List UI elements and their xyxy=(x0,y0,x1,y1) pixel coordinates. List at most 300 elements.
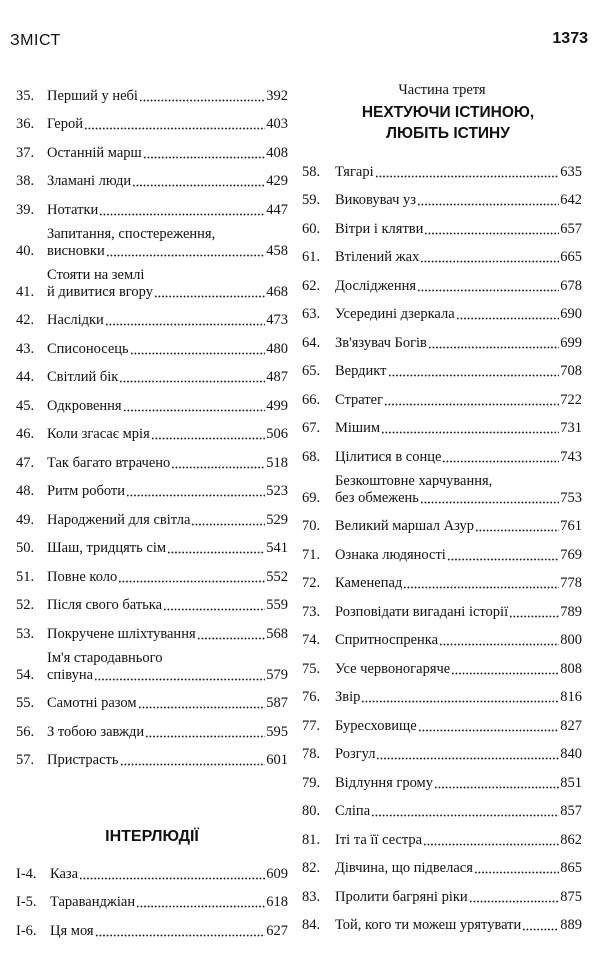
chapter-title-lastline xyxy=(335,518,582,535)
chapter-title: Нотатки xyxy=(47,201,99,218)
chapter-title-lastline xyxy=(335,604,582,621)
chapter-title-block xyxy=(47,398,288,415)
chapter-title: Виковувач уз xyxy=(335,192,416,208)
toc-entry xyxy=(302,877,582,906)
chapter-title: без обмежень xyxy=(335,489,419,506)
dot-leader xyxy=(456,317,560,320)
chapter-title-block xyxy=(47,145,288,162)
dot-leader xyxy=(130,352,266,355)
chapter-number: 82. xyxy=(302,860,321,876)
chapter-title-block xyxy=(47,341,288,358)
chapter-title-block xyxy=(47,724,288,741)
dot-leader xyxy=(167,551,265,554)
chapter-number: 56. xyxy=(16,723,35,740)
chapter-title-lastline xyxy=(47,202,288,219)
chapter-title-lastline xyxy=(47,145,288,162)
chapter-page: 635 xyxy=(560,163,582,180)
dot-leader xyxy=(371,814,559,817)
chapter-number: 73. xyxy=(302,603,321,620)
toc-entry xyxy=(16,386,288,415)
dot-leader xyxy=(381,431,559,434)
chapter-number: 81. xyxy=(302,831,321,848)
chapter-page: 518 xyxy=(266,454,288,471)
chapter-title-lastline xyxy=(335,192,582,209)
chapter-title-lastline xyxy=(335,335,582,352)
chapter-title-block xyxy=(50,923,288,940)
chapter-title-block xyxy=(335,575,582,592)
toc-entry xyxy=(16,358,288,387)
chapter-number: 80. xyxy=(302,803,321,819)
toc-entry xyxy=(16,76,288,105)
dot-leader xyxy=(118,580,265,583)
chapter-title-block xyxy=(47,512,288,529)
chapter-title-line: Ім'я стародавнього xyxy=(47,649,163,666)
chapter-title-block xyxy=(335,392,582,409)
chapter-page: 722 xyxy=(560,391,582,408)
chapter-title: Списоносець xyxy=(47,340,129,357)
part-title-line: НЕХТУЮЧИ ІСТИНОЮ, xyxy=(361,104,535,121)
toc-entry xyxy=(302,437,582,466)
chapter-page: 568 xyxy=(266,625,288,642)
dot-leader xyxy=(424,232,559,235)
toc-entry xyxy=(302,295,582,324)
chapter-title-block xyxy=(335,718,582,735)
toc-entry xyxy=(302,466,582,507)
chapter-number: 63. xyxy=(302,306,321,322)
chapter-title: Втілений жах xyxy=(335,249,420,265)
toc-entry xyxy=(302,152,582,181)
toc-entry xyxy=(16,586,288,615)
dot-leader xyxy=(171,466,265,469)
chapter-title: Буресховище xyxy=(335,717,417,734)
toc-entry xyxy=(302,592,582,621)
chapter-page: 743 xyxy=(560,448,582,465)
dot-leader xyxy=(191,523,265,526)
dot-leader xyxy=(420,260,559,263)
dot-leader xyxy=(105,323,265,326)
chapter-page: 506 xyxy=(266,426,288,442)
chapter-page: 778 xyxy=(560,575,582,591)
chapter-title-lastline xyxy=(335,917,582,934)
chapter-page: 690 xyxy=(560,306,582,322)
chapter-title-block xyxy=(47,202,288,219)
page-number: 1373 xyxy=(552,30,588,47)
dot-leader xyxy=(417,289,559,292)
chapter-number: 61. xyxy=(302,249,321,265)
chapter-title: Так багато втрачено xyxy=(47,454,171,471)
chapter-page: 468 xyxy=(266,283,288,300)
chapter-title: Герой xyxy=(47,116,83,132)
chapter-title: Шаш, тридцять сім xyxy=(47,540,167,556)
chapter-number: 71. xyxy=(302,546,321,563)
chapter-page: 657 xyxy=(560,220,582,237)
chapter-page: 769 xyxy=(560,546,582,563)
toc-entry xyxy=(16,301,288,330)
chapter-title-lastline xyxy=(47,426,288,443)
dot-leader xyxy=(384,403,559,406)
chapter-title-lastline xyxy=(335,746,582,763)
chapter-title-line: Запитання, спостереження, xyxy=(47,225,216,242)
chapter-title-lastline xyxy=(47,695,288,712)
chapter-title-block xyxy=(47,369,288,386)
chapter-title: Ця моя xyxy=(50,922,94,939)
toc-entry xyxy=(16,684,288,713)
dot-leader xyxy=(99,213,265,216)
chapter-page: 731 xyxy=(560,420,582,436)
chapter-title-lastline xyxy=(50,923,288,940)
chapter-title-lastline xyxy=(335,164,582,181)
chapter-page: 392 xyxy=(266,87,288,104)
chapter-title: Великий маршал Азур xyxy=(335,518,475,534)
chapter-page: 827 xyxy=(560,717,582,734)
dot-leader xyxy=(417,203,559,206)
chapter-title: Самотні разом xyxy=(47,695,137,711)
toc-entry xyxy=(302,535,582,564)
dot-leader xyxy=(145,735,265,738)
chapter-title-lastline xyxy=(335,575,582,592)
chapter-number: 37. xyxy=(16,144,35,161)
toc-entry xyxy=(16,105,288,134)
chapter-title-block xyxy=(335,661,582,678)
chapter-title: Перший у небі xyxy=(47,87,138,104)
chapter-title: Зламані люди xyxy=(47,173,132,189)
chapter-title-block xyxy=(335,164,582,181)
chapter-title-lastline xyxy=(47,369,288,386)
chapter-page: 618 xyxy=(266,894,288,910)
chapter-number: 47. xyxy=(16,454,35,471)
toc-entry xyxy=(302,352,582,381)
toc-entry xyxy=(302,649,582,678)
chapter-number: 40. xyxy=(16,242,35,259)
toc-entry xyxy=(302,735,582,764)
dot-leader xyxy=(151,437,265,440)
chapter-number: 78. xyxy=(302,746,321,762)
dot-leader xyxy=(197,637,266,640)
chapter-number: 70. xyxy=(302,518,321,534)
chapter-title-block xyxy=(335,689,582,706)
dot-leader xyxy=(447,558,559,561)
chapter-page: 851 xyxy=(560,774,582,791)
toc-entry xyxy=(302,820,582,849)
chapter-title-block xyxy=(47,116,288,133)
chapter-page: 857 xyxy=(560,803,582,819)
chapter-title-lastline xyxy=(47,597,288,614)
toc-column-right xyxy=(302,76,582,934)
toc-entry xyxy=(302,238,582,267)
chapter-number: 59. xyxy=(302,192,321,208)
chapter-title-lastline xyxy=(335,363,582,380)
chapter-number: 62. xyxy=(302,277,321,294)
chapter-title-block xyxy=(335,449,582,466)
chapter-title-block xyxy=(47,597,288,614)
chapter-title: Повне коло xyxy=(47,568,118,585)
toc-entry xyxy=(16,911,288,940)
dot-leader xyxy=(388,374,560,377)
interlude-section-title: ІНТЕРЛЮДІЇ xyxy=(105,828,199,845)
chapter-title-lastline xyxy=(335,889,582,906)
chapter-title: Тягарі xyxy=(335,163,374,180)
chapter-title-block xyxy=(335,249,582,266)
chapter-title: Одкровення xyxy=(47,397,122,414)
chapter-title-block xyxy=(47,650,288,684)
chapter-title-lastline xyxy=(47,667,288,684)
chapter-title-block xyxy=(335,547,582,564)
chapter-title-lastline xyxy=(335,306,582,323)
chapter-title: Мішим xyxy=(335,420,381,436)
toc-entry xyxy=(302,181,582,210)
chapter-title-block xyxy=(335,775,582,792)
chapter-page: 447 xyxy=(266,201,288,218)
chapter-title-lastline xyxy=(47,455,288,472)
chapter-title-lastline xyxy=(47,173,288,190)
chapter-number: 74. xyxy=(302,632,321,648)
chapter-title: Дівчина, що підвелася xyxy=(335,860,473,876)
chapter-page: 708 xyxy=(560,363,582,379)
chapter-page: 499 xyxy=(266,397,288,414)
chapter-title-lastline xyxy=(335,661,582,678)
toc-entry xyxy=(16,329,288,358)
interlude-list xyxy=(16,854,288,940)
chapter-title-block xyxy=(335,746,582,763)
chapter-title-lastline xyxy=(47,569,288,586)
toc-entry xyxy=(16,162,288,191)
chapter-page: 627 xyxy=(266,922,288,939)
chapter-title-lastline xyxy=(335,803,582,820)
toc-entry xyxy=(16,133,288,162)
toc-entry xyxy=(302,706,582,735)
chapter-number: 52. xyxy=(16,597,35,613)
dot-leader xyxy=(451,672,559,675)
chapter-title: Тараванджіан xyxy=(50,894,136,910)
part-title-line: ЛЮБІТЬ ІСТИНУ xyxy=(386,125,510,142)
chapter-title-block xyxy=(47,455,288,472)
chapter-title-lastline xyxy=(47,284,288,301)
chapter-title: Відлуння грому xyxy=(335,774,433,791)
chapter-number: 64. xyxy=(302,334,321,351)
chapter-page: 595 xyxy=(266,723,288,740)
dot-leader xyxy=(139,99,265,102)
chapter-title-block xyxy=(47,569,288,586)
chapter-title-lastline xyxy=(335,632,582,649)
chapter-title: Той, кого ти можеш урятувати xyxy=(335,917,522,933)
chapter-title-block xyxy=(47,626,288,643)
chapter-title: Усередині дзеркала xyxy=(335,306,455,322)
chapter-page: 865 xyxy=(560,860,582,876)
chapter-title-lastline xyxy=(47,312,288,329)
chapter-title-lastline xyxy=(47,243,288,260)
dot-leader xyxy=(138,706,266,709)
dot-leader xyxy=(475,529,559,532)
toc-entry xyxy=(16,472,288,501)
chapter-number: І-5. xyxy=(16,894,37,910)
chapter-page: 753 xyxy=(560,489,582,506)
toc-entry xyxy=(16,500,288,529)
chapter-title-block xyxy=(47,426,288,443)
chapter-page: 699 xyxy=(560,334,582,351)
chapter-number: 67. xyxy=(302,420,321,436)
toc-entry xyxy=(302,507,582,536)
toc-entry xyxy=(302,209,582,238)
dot-leader xyxy=(522,928,559,931)
chapter-title-lastline xyxy=(47,483,288,500)
chapter-title-block xyxy=(47,695,288,712)
chapter-title: З тобою завжди xyxy=(47,723,145,740)
chapter-title-block xyxy=(47,226,288,260)
chapter-title-block xyxy=(50,894,288,911)
chapter-number: 57. xyxy=(16,752,35,768)
chapter-page: 665 xyxy=(560,249,582,265)
chapter-title-lastline xyxy=(335,449,582,466)
chapter-title-block xyxy=(47,88,288,105)
dot-leader xyxy=(403,586,559,589)
chapter-title: Зв'язувач Богів xyxy=(335,334,427,351)
toc-list-right xyxy=(302,152,582,934)
toc-entry xyxy=(302,380,582,409)
toc-entry xyxy=(16,415,288,444)
chapter-title-block xyxy=(335,803,582,820)
chapter-title-lastline xyxy=(47,626,288,643)
chapter-title: Розгул xyxy=(335,746,376,762)
toc-entry xyxy=(302,564,582,593)
chapter-page: 403 xyxy=(266,116,288,132)
chapter-number: 65. xyxy=(302,363,321,379)
chapter-title-block xyxy=(335,473,582,507)
chapter-number: 36. xyxy=(16,116,35,132)
chapter-title-block xyxy=(47,267,288,301)
chapter-number: 75. xyxy=(302,660,321,677)
chapter-title-block xyxy=(50,866,288,883)
dot-leader xyxy=(442,460,559,463)
toc-entry xyxy=(302,792,582,821)
dot-leader xyxy=(434,786,559,789)
chapter-number: 39. xyxy=(16,201,35,218)
dot-leader xyxy=(361,700,559,703)
toc-entry xyxy=(302,906,582,935)
chapter-title-lastline xyxy=(47,724,288,741)
part-title xyxy=(314,102,582,144)
chapter-number: 43. xyxy=(16,340,35,357)
chapter-page: 473 xyxy=(266,312,288,328)
chapter-title: Ознака людяності xyxy=(335,546,446,563)
chapter-title-lastline xyxy=(335,718,582,735)
chapter-title-block xyxy=(335,860,582,877)
chapter-page: 889 xyxy=(560,917,582,933)
part-subtitle: Частина третя xyxy=(398,82,486,98)
dot-leader xyxy=(84,127,265,130)
chapter-number: 44. xyxy=(16,369,35,385)
chapter-title: Розповідати вигадані історії xyxy=(335,603,509,620)
chapter-title-block xyxy=(335,604,582,621)
chapter-title-lastline xyxy=(335,832,582,849)
toc-entry xyxy=(16,190,288,219)
dot-leader xyxy=(154,295,265,298)
toc-entry xyxy=(302,849,582,878)
chapter-title: Після свого батька xyxy=(47,597,163,613)
chapter-title: Каза xyxy=(50,865,79,882)
chapter-page: 523 xyxy=(266,483,288,499)
chapter-title: Звір xyxy=(335,689,361,705)
dot-leader xyxy=(376,757,559,760)
chapter-title: Стратег xyxy=(335,391,384,408)
chapter-title-lastline xyxy=(335,860,582,877)
chapter-title-block xyxy=(335,832,582,849)
dot-leader xyxy=(509,615,559,618)
chapter-page: 541 xyxy=(266,540,288,556)
chapter-page: 789 xyxy=(560,603,582,620)
chapter-page: 642 xyxy=(560,192,582,208)
chapter-page: 408 xyxy=(266,144,288,161)
chapter-title-lastline xyxy=(47,88,288,105)
chapter-page: 800 xyxy=(560,632,582,648)
toc-entry xyxy=(16,443,288,472)
chapter-title: Сліпа xyxy=(335,803,371,819)
dot-leader xyxy=(375,175,560,178)
chapter-title-block xyxy=(47,752,288,769)
chapter-title-lastline xyxy=(335,420,582,437)
chapter-number: І-4. xyxy=(16,865,37,882)
chapter-title-lastline xyxy=(335,775,582,792)
toc-entry xyxy=(16,219,288,260)
chapter-title-block xyxy=(335,221,582,238)
chapter-title: Наслідки xyxy=(47,312,104,328)
dot-leader xyxy=(106,254,266,257)
chapter-title-lastline xyxy=(50,894,288,911)
toc-entry xyxy=(302,763,582,792)
dot-leader xyxy=(119,380,265,383)
dot-leader xyxy=(136,905,265,908)
toc-entry xyxy=(302,621,582,650)
chapter-title-lastline xyxy=(47,540,288,557)
chapter-title-block xyxy=(47,540,288,557)
chapter-number: 69. xyxy=(302,489,321,506)
chapter-title: Пролити багряні ріки xyxy=(335,888,468,905)
chapter-title: Цілитися в сонце xyxy=(335,448,442,465)
chapter-number: 42. xyxy=(16,312,35,328)
toc-entry xyxy=(302,409,582,438)
toc-list-left xyxy=(16,76,288,769)
chapter-title-lastline xyxy=(335,249,582,266)
chapter-page: 579 xyxy=(266,666,288,683)
toc-entry xyxy=(16,614,288,643)
dot-leader xyxy=(143,156,266,159)
chapter-title-lastline xyxy=(47,116,288,133)
chapter-number: 41. xyxy=(16,283,35,300)
chapter-number: 50. xyxy=(16,540,35,556)
chapter-number: І-6. xyxy=(16,922,37,939)
chapter-number: 35. xyxy=(16,87,35,104)
chapter-title-block xyxy=(47,173,288,190)
chapter-title: Народжений для світла xyxy=(47,511,191,528)
toc-entry xyxy=(302,323,582,352)
chapter-title-block xyxy=(335,518,582,535)
chapter-number: 83. xyxy=(302,888,321,905)
toc-entry xyxy=(16,883,288,912)
chapter-page: 529 xyxy=(266,511,288,528)
chapter-page: 808 xyxy=(560,660,582,677)
chapter-title-lastline xyxy=(47,512,288,529)
chapter-title: Каменепад xyxy=(335,575,403,591)
toc-entry xyxy=(16,643,288,684)
chapter-title-lastline xyxy=(335,490,582,507)
chapter-number: 51. xyxy=(16,568,35,585)
chapter-title: Ритм роботи xyxy=(47,483,125,499)
chapter-title-block xyxy=(47,312,288,329)
dot-leader xyxy=(94,678,265,681)
dot-leader xyxy=(418,729,560,732)
chapter-number: 72. xyxy=(302,575,321,591)
chapter-title: Вердикт xyxy=(335,363,387,379)
chapter-title-lastline xyxy=(335,689,582,706)
